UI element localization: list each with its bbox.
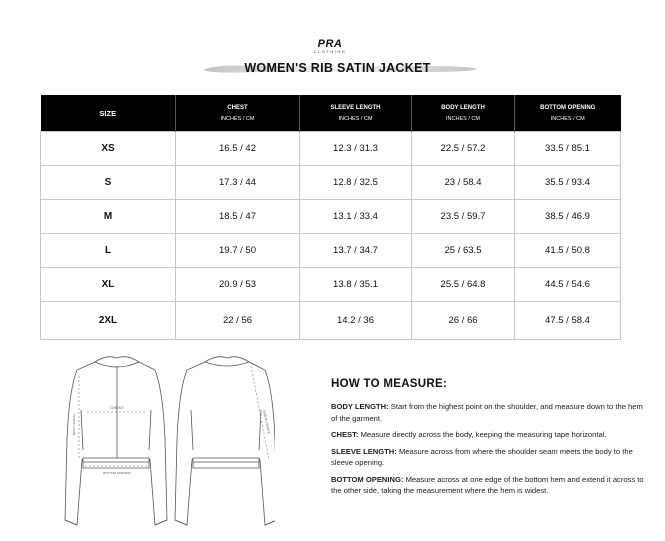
header-bottom-opening: BOTTOM OPENING INCHES / CM bbox=[515, 95, 621, 132]
chest-cell: 16.5 / 42 bbox=[176, 132, 300, 166]
table-row bbox=[41, 166, 621, 200]
header-sleeve-length: SLEEVE LENGTH INCHES / CM bbox=[300, 95, 412, 132]
sleeve-cell: 12.8 / 32.5 bbox=[300, 166, 412, 200]
body-length-instruction bbox=[331, 401, 651, 424]
header-row bbox=[41, 95, 621, 132]
chest-cell: 20.9 / 53 bbox=[176, 268, 300, 302]
sleeve-cell: 13.1 / 33.4 bbox=[300, 200, 412, 234]
size-cell: M bbox=[41, 200, 176, 234]
bottom-opening-cell: 44.5 / 54.6 bbox=[515, 268, 621, 302]
header-chest: CHEST INCHES / CM bbox=[176, 95, 300, 132]
logo-subtext: CLOTHING bbox=[313, 49, 347, 54]
instruction-label: SLEEVE LENGTH: bbox=[331, 446, 397, 456]
instruction-text: Measure across at one edge of the bottom hem and extend it across to the other side, taking the measurement where the hem is widest. bbox=[331, 474, 644, 495]
chest-cell: 17.3 / 44 bbox=[176, 166, 300, 200]
how-to-measure bbox=[331, 378, 651, 502]
instruction-text: Measure directly across the body, keeping the measuring tape horizontal. bbox=[360, 430, 607, 439]
chest-cell: 22 / 56 bbox=[176, 302, 300, 340]
size-cell: L bbox=[41, 234, 176, 268]
table-row bbox=[41, 268, 621, 302]
chest-instruction bbox=[331, 429, 651, 441]
body-length-cell: 25 / 63.5 bbox=[412, 234, 515, 268]
brand-logo bbox=[300, 38, 360, 56]
jacket-diagram bbox=[55, 350, 275, 540]
title-banner bbox=[195, 58, 480, 80]
body-length-cell: 23 / 58.4 bbox=[412, 166, 515, 200]
chest-cell: 19.7 / 50 bbox=[176, 234, 300, 268]
table-row bbox=[41, 132, 621, 166]
size-cell: 2XL bbox=[41, 302, 176, 340]
chest-label: CHEST bbox=[110, 405, 124, 410]
instruction-label: BOTTOM OPENING: bbox=[331, 474, 404, 484]
body-length-cell: 23.5 / 59.7 bbox=[412, 200, 515, 234]
jacket-front-sketch bbox=[65, 357, 167, 525]
table-row bbox=[41, 234, 621, 268]
sleeve-cell: 13.8 / 35.1 bbox=[300, 268, 412, 302]
jacket-back-sketch bbox=[175, 357, 275, 525]
how-to-title: HOW TO MEASURE: bbox=[331, 378, 448, 390]
body-length-cell: 22.5 / 57.2 bbox=[412, 132, 515, 166]
sleeve-length-label: SLEEVE LENGTH bbox=[262, 409, 272, 435]
body-length-cell: 25.5 / 64.8 bbox=[412, 268, 515, 302]
size-chart-table bbox=[40, 95, 621, 340]
bottom-opening-cell: 35.5 / 93.4 bbox=[515, 166, 621, 200]
sleeve-length-instruction bbox=[331, 446, 651, 469]
size-cell: XS bbox=[41, 132, 176, 166]
logo-text: PRA bbox=[317, 38, 343, 50]
table-row bbox=[41, 302, 621, 340]
size-cell: XL bbox=[41, 268, 176, 302]
bottom-opening-cell: 47.5 / 58.4 bbox=[515, 302, 621, 340]
bottom-opening-instruction bbox=[331, 474, 651, 497]
sleeve-cell: 12.3 / 31.3 bbox=[300, 132, 412, 166]
header-size: SIZE bbox=[41, 95, 176, 132]
page-title: WOMEN'S RIB SATIN JACKET bbox=[244, 61, 431, 75]
instruction-label: CHEST: bbox=[331, 430, 359, 439]
body-length-cell: 26 / 66 bbox=[412, 302, 515, 340]
bottom-opening-cell: 33.5 / 85.1 bbox=[515, 132, 621, 166]
instruction-label: BODY LENGTH: bbox=[331, 402, 389, 411]
table-row bbox=[41, 200, 621, 234]
bottom-opening-label: BOTTOM OPENING bbox=[103, 471, 131, 475]
bottom-opening-cell: 41.5 / 50.8 bbox=[515, 234, 621, 268]
size-cell: S bbox=[41, 166, 176, 200]
body-length-label: BODY LENGTH bbox=[72, 413, 76, 435]
instruction-text: Measure across from where the shoulder seam meets the body to the sleeve opening. bbox=[331, 446, 633, 467]
header-body-length: BODY LENGTH INCHES / CM bbox=[412, 95, 515, 132]
instruction-text: Start from the highest point on the shoulder, and measure down to the hem of the garment. bbox=[331, 402, 643, 423]
chest-cell: 18.5 / 47 bbox=[176, 200, 300, 234]
sleeve-cell: 14.2 / 36 bbox=[300, 302, 412, 340]
sleeve-cell: 13.7 / 34.7 bbox=[300, 234, 412, 268]
bottom-opening-cell: 38.5 / 46.9 bbox=[515, 200, 621, 234]
